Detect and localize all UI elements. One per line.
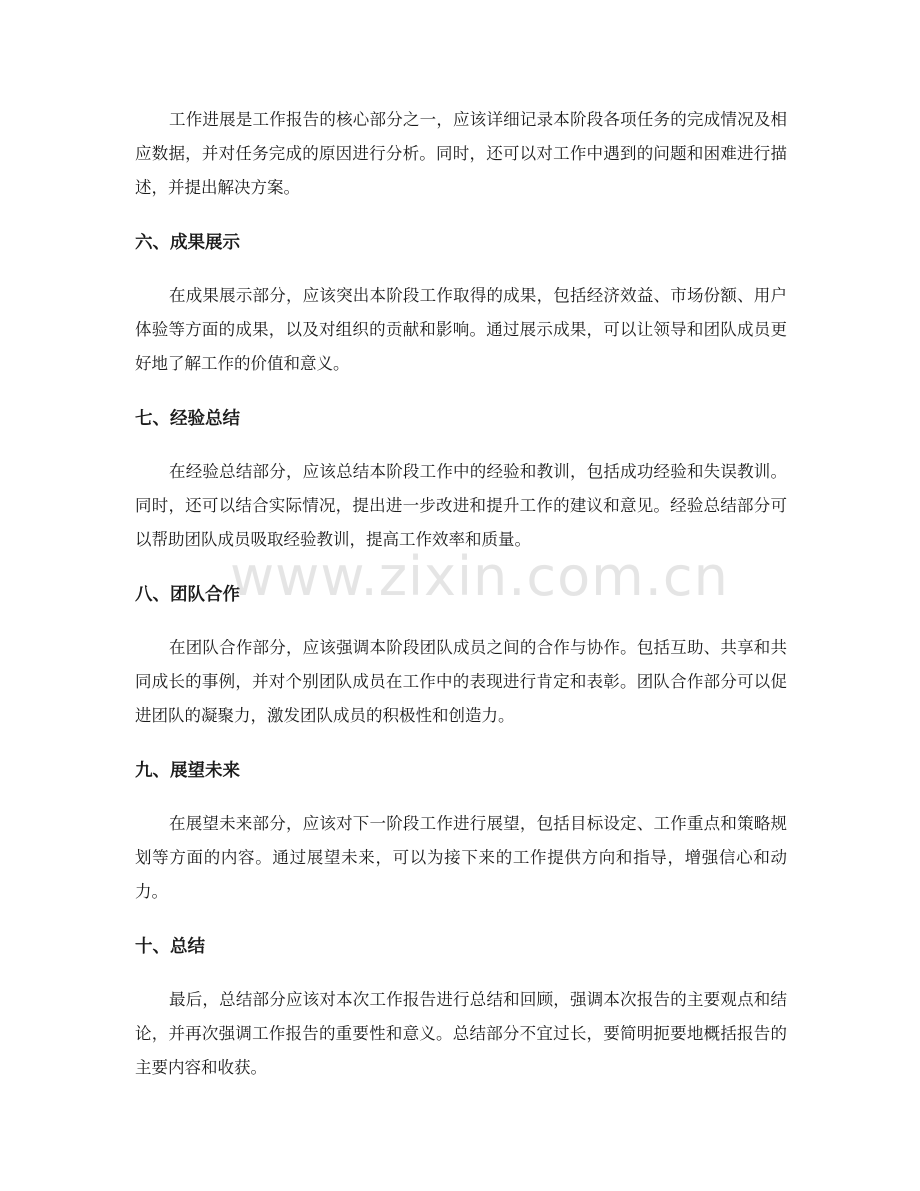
paragraph-outlook: 在展望未来部分，应该对下一阶段工作进行展望，包括目标设定、工作重点和策略规划等方面的内容。通过展望未来，可以为接下来的工作提供方向和指导，增强信心和动力。: [135, 814, 787, 901]
paragraph-experience: 在经验总结部分，应该总结本阶段工作中的经验和教训，包括成功经验和失误教训。同时，还可以结合实际情况，提出进一步改进和提升工作的建议和意见。经验总结部分可以帮助团队成员吸取经验教训，提高工作效率和质量。: [135, 462, 787, 549]
paragraph-teamwork: 在团队合作部分，应该强调本阶段团队成员之间的合作与协作。包括互助、共享和共同成长的事例，并对个别团队成员在工作中的表现进行肯定和表彰。团队合作部分可以促进团队的凝聚力，激发团队成员的积极性和创造力。: [135, 638, 787, 725]
heading-summary: 十、总结: [135, 937, 205, 957]
paragraph-results: 在成果展示部分，应该突出本阶段工作取得的成果，包括经济效益、市场份额、用户体验等方面的成果，以及对组织的贡献和影响。通过展示成果，可以让领导和团队成员更好地了解工作的价值和意义。: [135, 286, 787, 373]
heading-experience: 七、经验总结: [135, 409, 240, 429]
paragraph-summary: 最后，总结部分应该对本次工作报告进行总结和回顾，强调本次报告的主要观点和结论，并再次强调工作报告的重要性和意义。总结部分不宜过长，要简明扼要地概括报告的主要内容和收获。: [135, 990, 787, 1077]
heading-results: 六、成果展示: [135, 233, 240, 253]
paragraph-work-progress: 工作进展是工作报告的核心部分之一，应该详细记录本阶段各项任务的完成情况及相应数据，并对任务完成的原因进行分析。同时，还可以对工作中遇到的问题和困难进行描述，并提出解决方案。: [135, 110, 787, 197]
watermark-text: www.zixin.com.cn: [230, 545, 729, 608]
document-body: [135, 103, 787, 1085]
heading-outlook: 九、展望未来: [135, 761, 240, 781]
heading-teamwork: 八、团队合作: [135, 585, 240, 605]
